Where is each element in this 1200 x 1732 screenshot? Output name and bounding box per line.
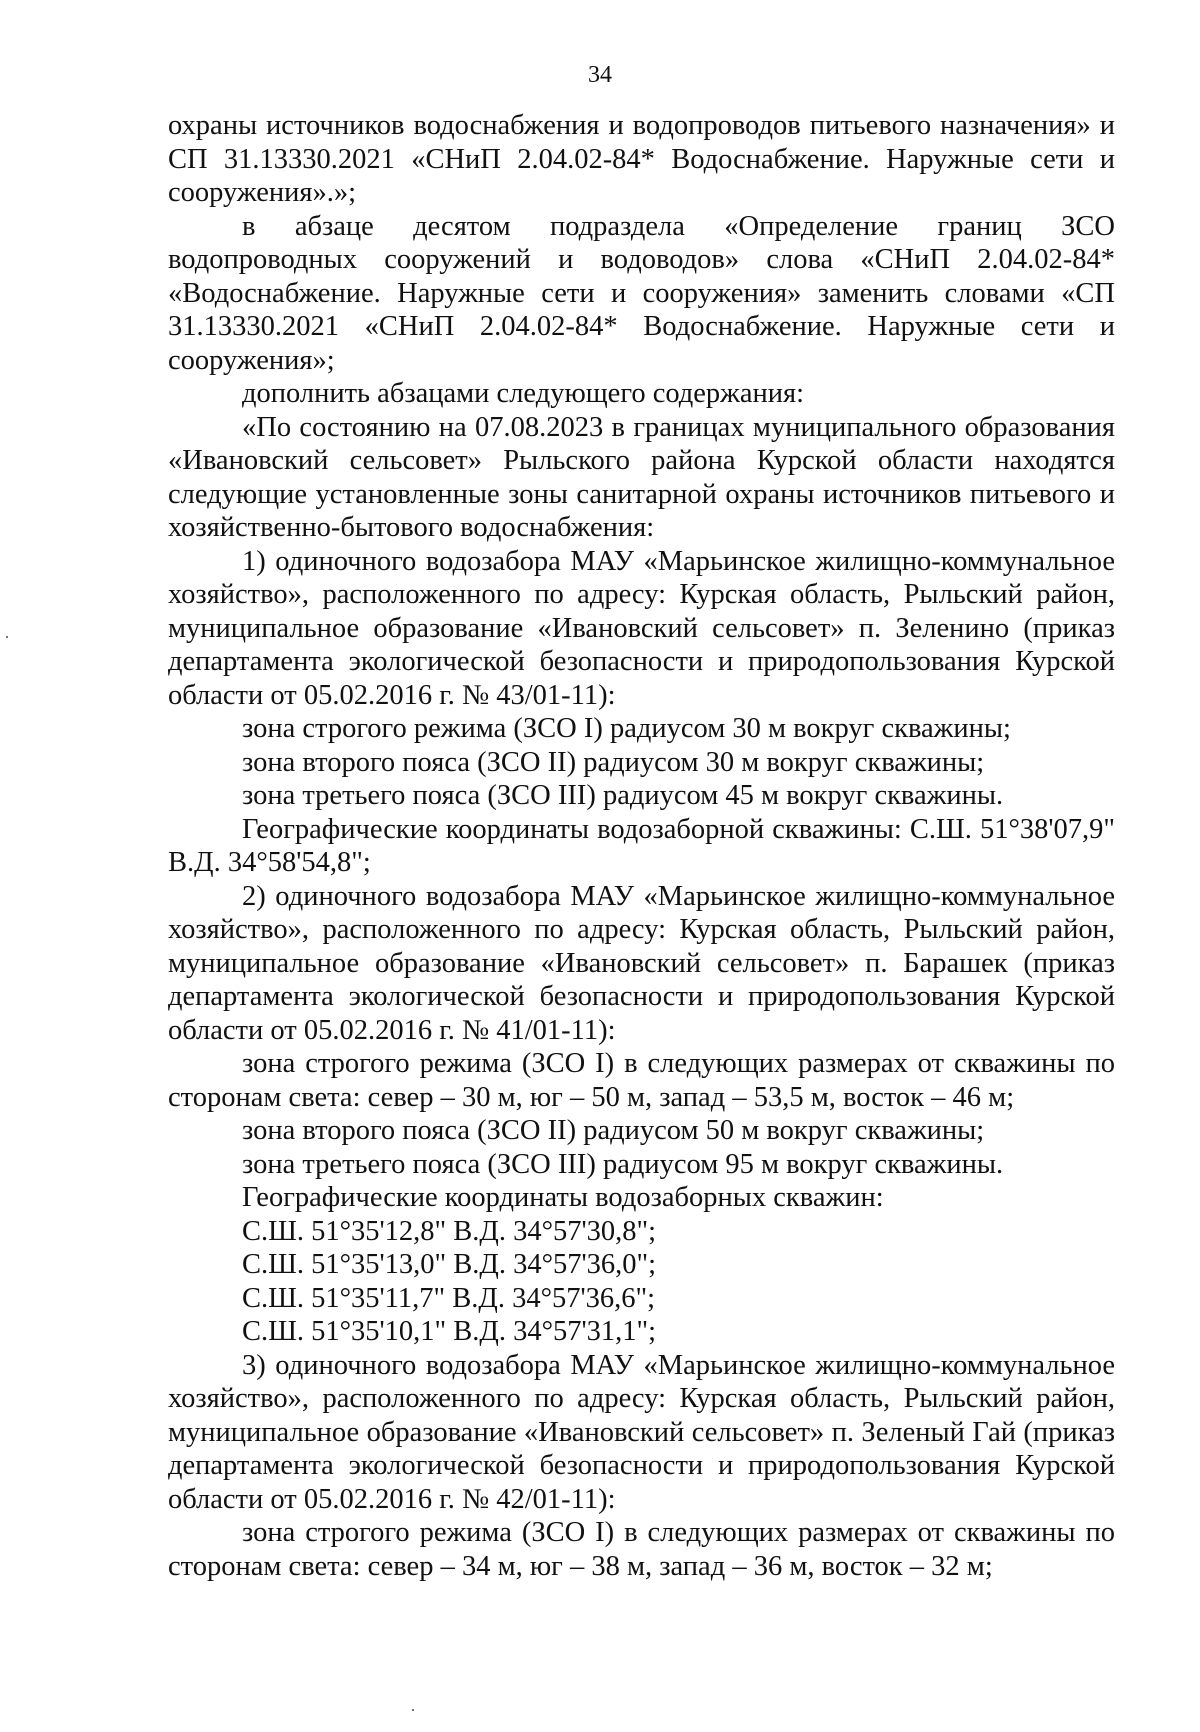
- paragraph-barashek-coordinate-4: С.Ш. 51°35'10,1" В.Д. 34°57'31,1";: [242, 1316, 657, 1347]
- paragraph-add-paragraphs: дополнить абзацами следующего содержания:: [242, 378, 805, 409]
- scan-artifact-dot: [412, 1709, 414, 1711]
- paragraph-intake-zelenino: 1) одиночного водозабора МАУ «Марьинское жилищно-коммунальное хозяйство», расположенного по адресу: Курская область, Рыльский район, муниципальное образование «Ивановский сельсовет» п. Зеленино (приказ департамента экологической безопасности и природопользования Курской области от 05.02.2016 г. № 43/01-11):: [168, 545, 1115, 711]
- paragraph-zelenino-coordinates: Географические координаты водозаборной скважины: С.Ш. 51°38'07,9" В.Д. 34°58'54,8";: [168, 813, 1115, 878]
- paragraph-barashek-coordinate-3: С.Ш. 51°35'11,7" В.Д. 34°57'36,6";: [242, 1282, 656, 1314]
- paragraph-zelenino-zone-1: зона строгого режима (ЗСО I) радиусом 30 м вокруг скважины;: [242, 713, 1011, 744]
- paragraph-barashek-zone-1: зона строгого режима (ЗСО I) в следующих размерах от скважины по сторонам света: север – 30 м, юг – 50 м, запад – 53,5 м, восток – 46 м;: [168, 1048, 1115, 1113]
- paragraph-replace-snip-reference: в абзаце десятом подраздела «Определение границ ЗСО водопроводных сооружений и водоводов» слова «СНиП 2.04.02-84* «Водоснабжение. Наружные сети и сооружения» заменить словами «СП 31.13330.2021 «СНиП 2.04.02-84* Водоснабжение. Наружные сети и сооружения»;: [168, 210, 1115, 376]
- paragraph-zelenino-zone-3: зона третьего пояса (ЗСО III) радиусом 45 м вокруг скважины.: [242, 780, 1004, 811]
- paragraph-barashek-coordinate-1: С.Ш. 51°35'12,8" В.Д. 34°57'30,8";: [242, 1215, 657, 1247]
- paragraph-established-zones-intro: «По состоянию на 07.08.2023 в границах муниципального образования «Ивановский сельсовет» Рыльского района Курской области находятся следующие установленные зоны санитарной охраны источников питьевого и хозяйственно-бытового водоснабжения:: [168, 411, 1115, 543]
- paragraph-intake-barashek: 2) одиночного водозабора МАУ «Марьинское жилищно-коммунальное хозяйство», расположенного по адресу: Курская область, Рыльский район, муниципальное образование «Ивановский сельсовет» п. Барашек (приказ департамента экологической безопасности и природопользования Курской области от 05.02.2016 г. № 41/01-11):: [168, 880, 1115, 1046]
- scan-artifact-dot: [6, 636, 8, 638]
- page-number: 34: [588, 62, 612, 88]
- paragraph-zelenino-zone-2: зона второго пояса (ЗСО II) радиусом 30 м вокруг скважины;: [242, 746, 985, 778]
- paragraph-barashek-zone-2: зона второго пояса (ЗСО II) радиусом 50 м вокруг скважины;: [242, 1115, 985, 1146]
- paragraph-intake-zeleny-gai: 3) одиночного водозабора МАУ «Марьинское жилищно-коммунальное хозяйство», расположенного по адресу: Курская область, Рыльский район, муниципальное образование «Ивановский сельсовет» п. Зеленый Гай (приказ департамента экологической безопасности и природопользования Курской области от 05.02.2016 г. № 42/01-11):: [168, 1349, 1115, 1515]
- paragraph-sanitary-standards-ref: охраны источников водоснабжения и водопроводов питьевого назначения» и СП 31.13330.2021 «СНиП 2.04.02-84* Водоснабжение. Наружные сети и сооружения».»;: [168, 110, 1115, 208]
- document-body: [168, 109, 1115, 1583]
- paragraph-zeleny-gai-zone-1: зона строгого режима (ЗСО I) в следующих размерах от скважины по сторонам света: север – 34 м, юг – 38 м, запад – 36 м, восток – 32 м;: [168, 1517, 1115, 1582]
- paragraph-barashek-coordinate-2: С.Ш. 51°35'13,0" В.Д. 34°57'36,0";: [242, 1249, 657, 1280]
- paragraph-barashek-coordinates-heading: Географические координаты водозаборных скважин:: [242, 1182, 884, 1213]
- paragraph-barashek-zone-3: зона третьего пояса (ЗСО III) радиусом 95 м вокруг скважины.: [242, 1148, 1004, 1180]
